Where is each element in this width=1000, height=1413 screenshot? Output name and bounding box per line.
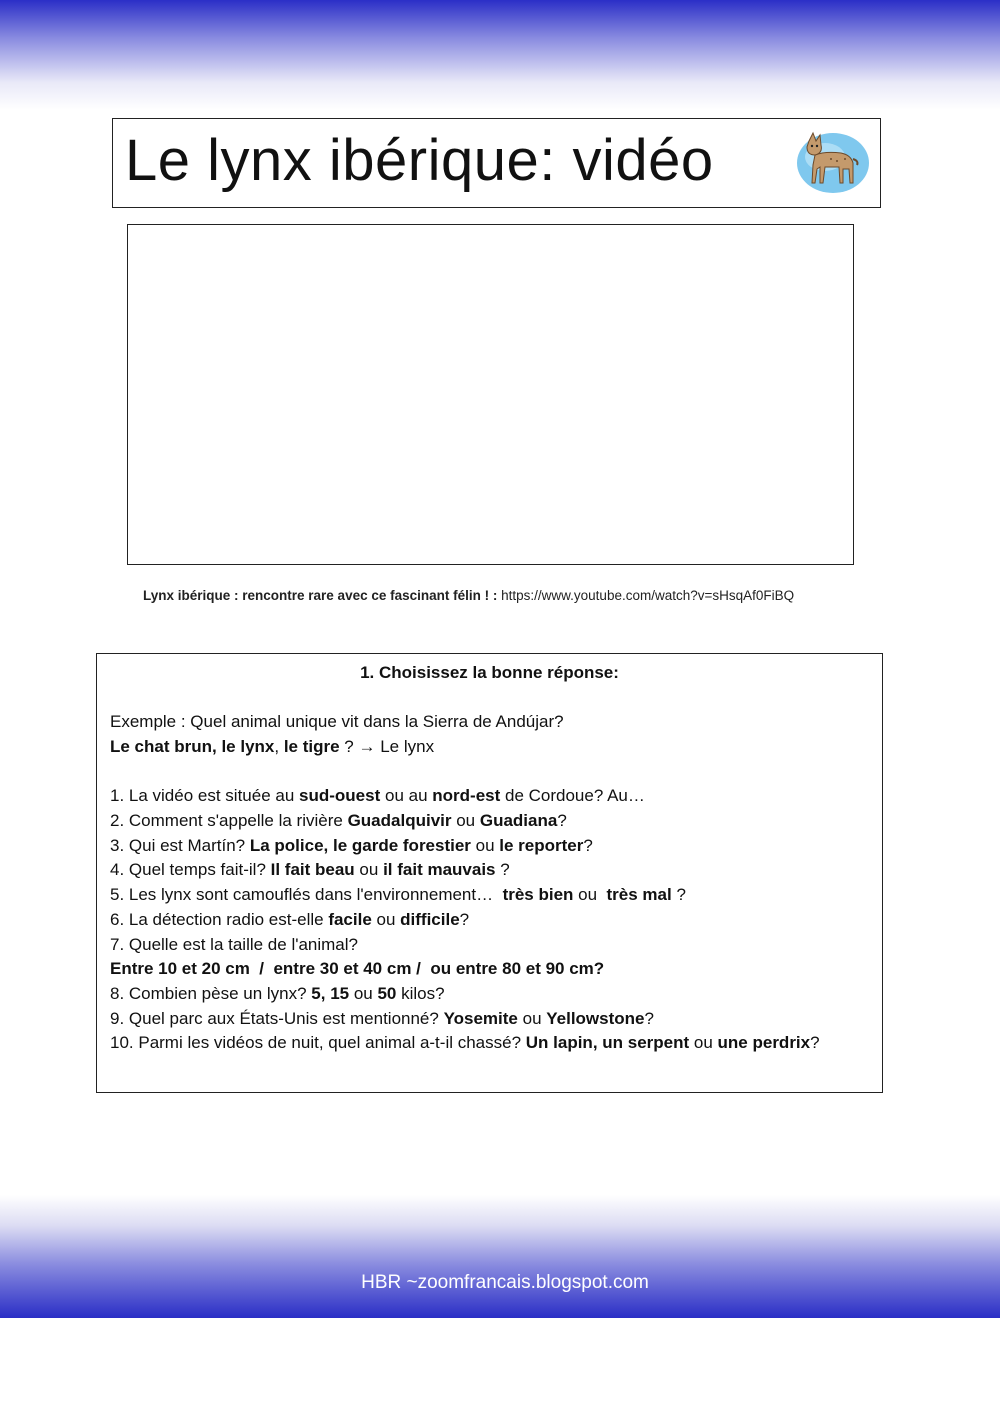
answer-option: Yosemite <box>443 1008 518 1028</box>
answer-option: La police, le garde forestier <box>249 835 471 855</box>
footer-credit: HBR ~zoomfrancais.blogspot.com <box>361 1272 649 1293</box>
example-options: Le chat brun, le lynx <box>110 736 275 756</box>
answer-option: très bien <box>502 885 574 905</box>
question-item <box>110 1031 820 1056</box>
video-caption-title: Lynx ibérique : rencontre rare avec ce fascinant félin ! : <box>143 588 498 603</box>
question-text: ? <box>644 1008 654 1028</box>
question-text: ou <box>517 1008 547 1028</box>
question-text: ou <box>354 860 384 880</box>
question-text: 3. Qui est Martín? <box>110 835 250 855</box>
example-answer-line <box>110 735 820 760</box>
exercise-heading: 1. Choisissez la bonne réponse: <box>360 663 619 682</box>
question-item <box>110 883 820 908</box>
question-text: ? <box>810 1033 820 1053</box>
answer-option: facile <box>328 909 372 929</box>
question-text: ? <box>459 909 470 929</box>
question-text: 6. La détection radio est-elle <box>110 909 329 929</box>
video-caption <box>143 588 794 603</box>
question-text: ou au <box>380 786 433 806</box>
lynx-icon <box>795 125 871 195</box>
top-gradient-band <box>0 0 1000 110</box>
example-options-2: le tigre <box>283 736 340 756</box>
answer-option: le reporter <box>499 835 584 855</box>
example-answer: Le lynx <box>375 736 435 756</box>
video-placeholder[interactable] <box>127 224 854 565</box>
question-text: 2. Comment s'appelle la rivière <box>110 811 348 831</box>
question-item <box>110 957 820 982</box>
question-item <box>110 784 820 809</box>
exercise-body <box>110 710 820 1056</box>
question-text: 1. La vidéo est située au <box>110 786 300 806</box>
question-text: ? <box>557 811 567 831</box>
question-item <box>110 908 820 933</box>
question-text: ou <box>451 811 480 831</box>
answer-option: Un lapin, un serpent <box>525 1033 690 1053</box>
answer-option: sud-ouest <box>299 786 381 806</box>
question-text: ou <box>371 909 401 929</box>
question-text: de Cordoue? Au… <box>500 786 645 806</box>
answer-option: très mal <box>606 885 672 905</box>
question-item <box>110 809 820 834</box>
question-list <box>110 784 820 1056</box>
bottom-gradient-band <box>0 1195 1000 1318</box>
answer-option: Guadalquivir <box>347 811 452 831</box>
answer-option: une perdrix <box>717 1033 811 1053</box>
title-box <box>112 118 881 208</box>
question-item <box>110 858 820 883</box>
answer-option: nord-est <box>432 786 501 806</box>
answer-option: Entre 10 et 20 cm / entre 30 et 40 cm / ou entre 80 et 90 cm? <box>110 959 605 979</box>
question-text: ou <box>689 1033 718 1053</box>
question-text: 5. Les lynx sont camouflés dans l'environnement… <box>110 885 503 905</box>
video-url-link[interactable]: https://www.youtube.com/watch?v=sHsqAf0FiBQ <box>501 588 795 603</box>
page-title: Le lynx ibérique: vidéo <box>125 128 714 193</box>
question-text: ? <box>671 885 686 905</box>
arrow-icon: → <box>358 736 376 756</box>
answer-option: Guadiana <box>479 811 558 831</box>
question-text: 7. Quelle est la taille de l'animal? <box>110 934 358 954</box>
question-text: ? <box>583 835 593 855</box>
question-text: ou <box>470 835 500 855</box>
question-text: kilos? <box>396 983 445 1003</box>
answer-option: difficile <box>400 909 460 929</box>
question-text: ? <box>495 860 510 880</box>
answer-option: il fait mauvais <box>383 860 496 880</box>
question-item <box>110 982 820 1007</box>
question-text: 9. Quel parc aux États-Unis est mentionné? <box>110 1008 444 1028</box>
question-item <box>110 933 820 958</box>
answer-option: 50 <box>377 983 397 1003</box>
question-text: 4. Quel temps fait-il? <box>110 860 271 880</box>
example-tail: ? <box>339 736 359 756</box>
exercise-box <box>96 653 883 1093</box>
question-item <box>110 834 820 859</box>
question-text: ou <box>349 983 378 1003</box>
question-text: 10. Parmi les vidéos de nuit, quel animal a-t-il chassé? <box>110 1033 526 1053</box>
question-text: ou <box>573 885 607 905</box>
example-sep: , <box>274 736 284 756</box>
question-text: 8. Combien pèse un lynx? <box>110 983 312 1003</box>
example-question: Exemple : Quel animal unique vit dans la Sierra de Andújar? <box>110 712 564 731</box>
answer-option: Il fait beau <box>270 860 355 880</box>
answer-option: 5, 15 <box>311 983 350 1003</box>
answer-option: Yellowstone <box>546 1008 645 1028</box>
question-item <box>110 1007 820 1032</box>
